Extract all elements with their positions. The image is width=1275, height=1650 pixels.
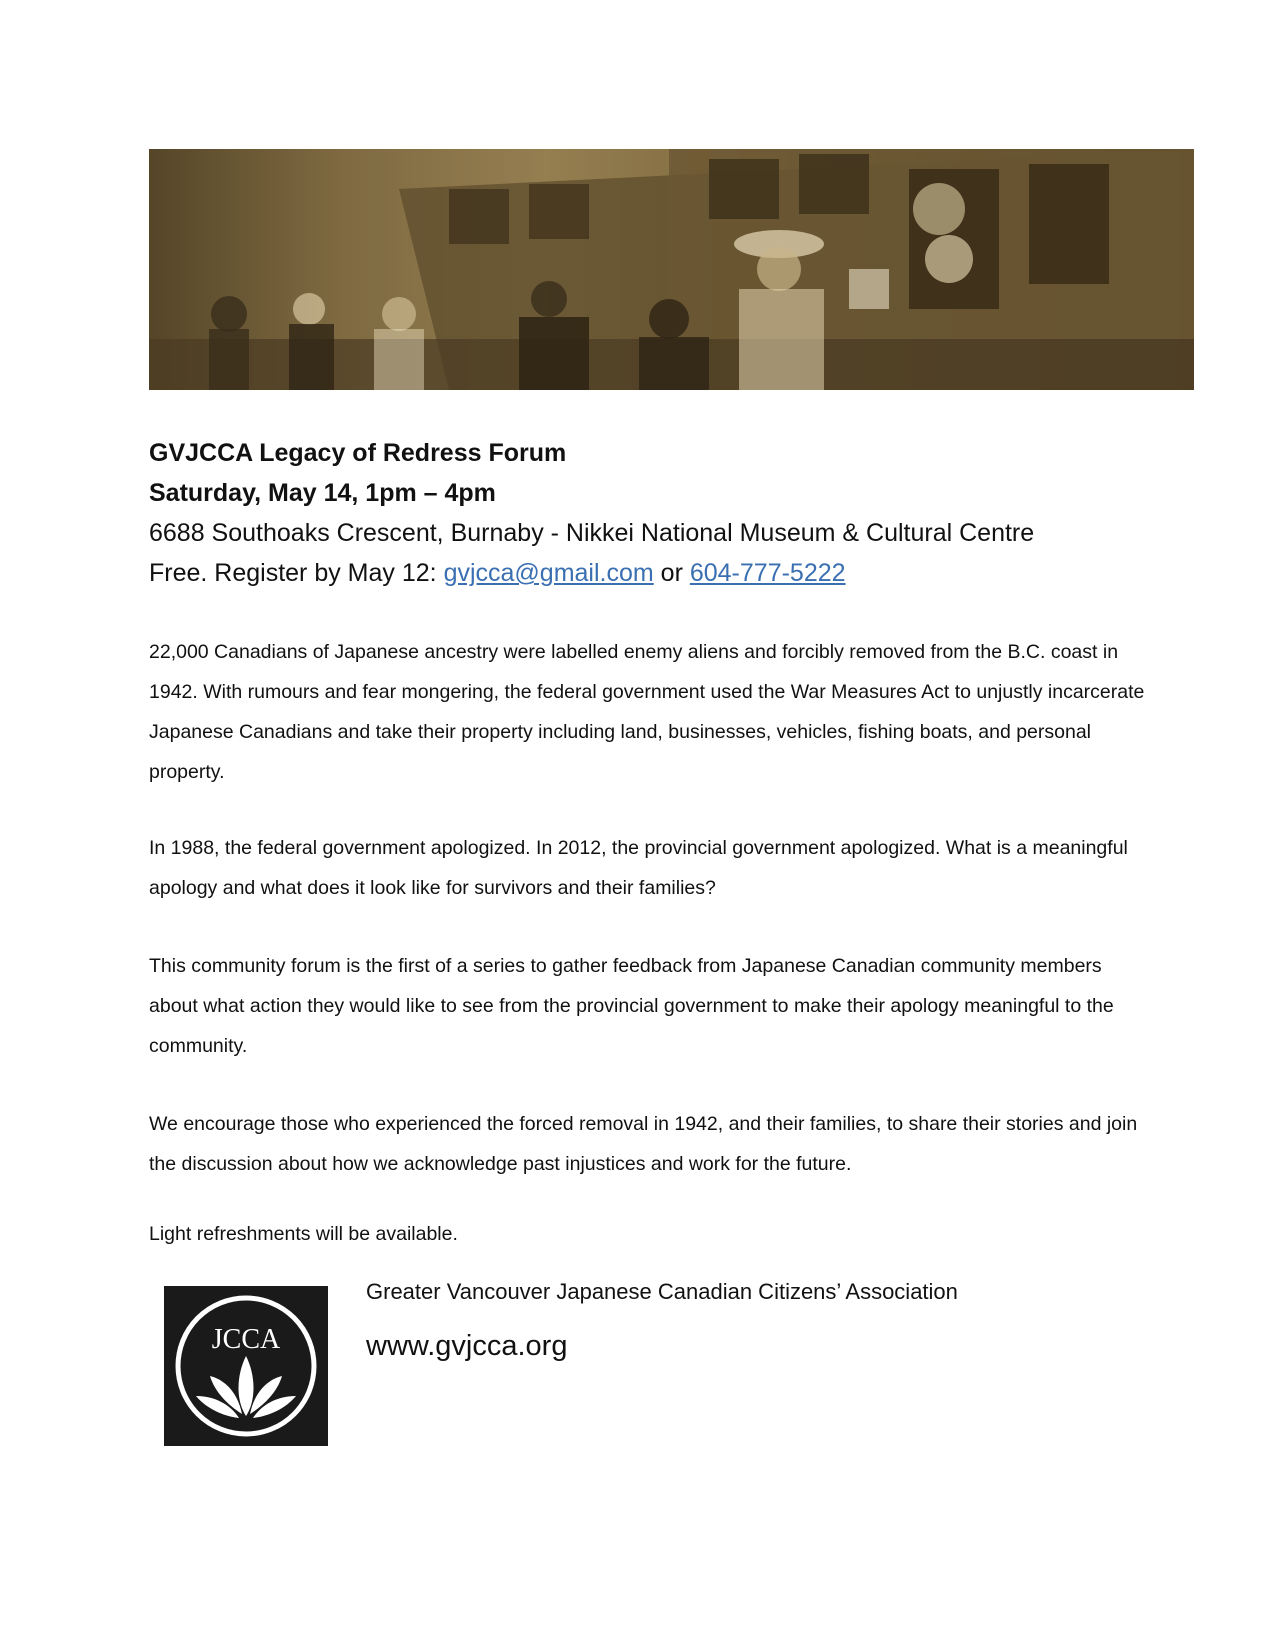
lotus-icon bbox=[196, 1356, 296, 1418]
header-photo-banner bbox=[149, 149, 1194, 390]
event-datetime: Saturday, May 14, 1pm – 4pm bbox=[149, 479, 496, 507]
phone-link[interactable]: 604-777-5222 bbox=[689, 559, 846, 587]
event-registration bbox=[149, 553, 1034, 593]
logo-text: JCCA bbox=[211, 1324, 281, 1355]
jcca-logo bbox=[164, 1286, 328, 1446]
organization-name: Greater Vancouver Japanese Canadian Citizens’ Association bbox=[366, 1279, 958, 1304]
organization-url[interactable]: www.gvjcca.org bbox=[366, 1330, 568, 1362]
paragraph-apologies: In 1988, the federal government apologized. In 2012, the provincial government apologized. What is a meaningful apology and what does it look like for survivors and their families? bbox=[149, 837, 1128, 899]
or-text: or bbox=[653, 559, 690, 587]
event-title: GVJCCA Legacy of Redress Forum bbox=[149, 439, 567, 467]
paragraph-forum: This community forum is the first of a series to gather feedback from Japanese Canadian community members about what action they would like to see from the provincial government to make their apology meaningful to the community. bbox=[149, 955, 1114, 1057]
paragraph-refreshments: Light refreshments will be available. bbox=[149, 1223, 458, 1245]
email-link[interactable]: gvjcca@gmail.com bbox=[443, 559, 654, 587]
paragraph-history: 22,000 Canadians of Japanese ancestry were labelled enemy aliens and forcibly removed from the B.C. coast in 1942. With rumours and fear mongering, the federal government used the War Measures Act to unjustly incarcerate Japanese Canadians and take their property including land, businesses, vehicles, fishing boats, and personal property. bbox=[149, 641, 1145, 783]
paragraph-encourage: We encourage those who experienced the forced removal in 1942, and their families, to share their stories and join the discussion about how we acknowledge past injustices and work for the future. bbox=[149, 1113, 1138, 1175]
event-location: 6688 Southoaks Crescent, Burnaby - Nikkei National Museum & Cultural Centre bbox=[149, 519, 1035, 547]
register-prefix: Free. Register by May 12: bbox=[149, 559, 444, 587]
event-details bbox=[149, 433, 1034, 593]
historical-photo-train-icon bbox=[149, 149, 1194, 390]
